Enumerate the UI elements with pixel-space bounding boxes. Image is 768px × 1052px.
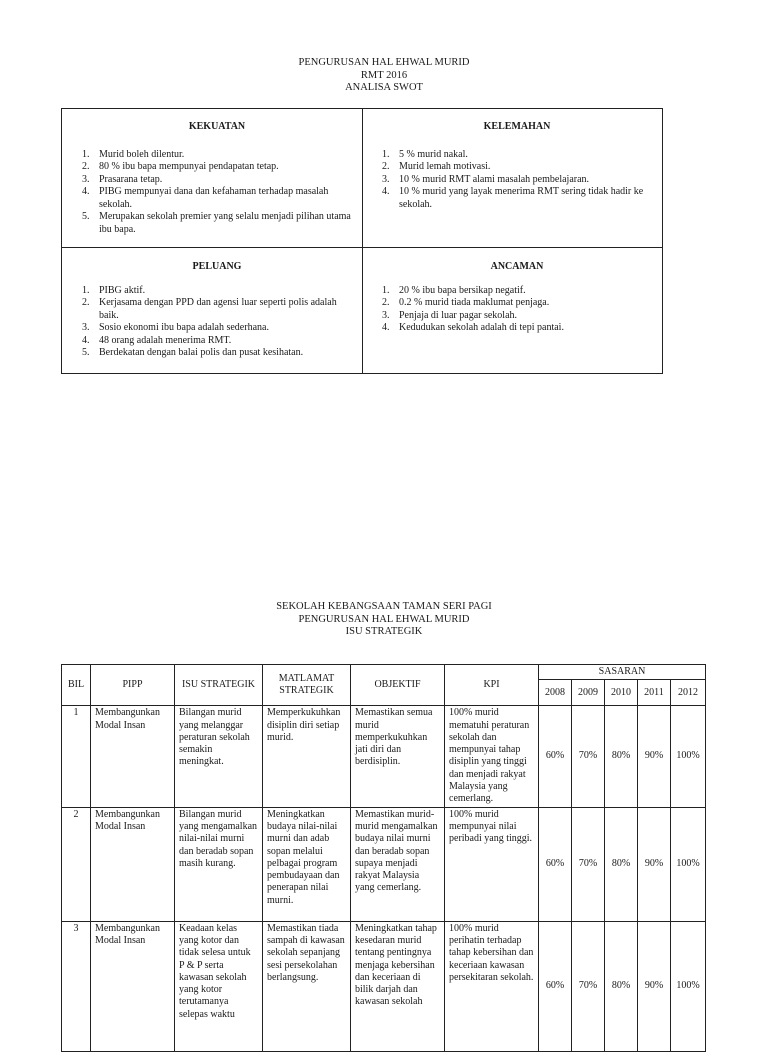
header-objektif: OBJEKTIF xyxy=(351,665,445,706)
list-item: 5. Merupakan sekolah premier yang selalu menjadi pilihan utama ibu bapa. xyxy=(82,211,351,235)
list-item: 3. Penjaja di luar pagar sekolah. xyxy=(382,309,518,321)
ancaman-list xyxy=(382,285,652,335)
table-row xyxy=(62,921,706,1051)
list-item: 1. 5 % murid nakal. xyxy=(382,148,468,160)
cell-sasaran: 70% xyxy=(572,706,605,807)
list-item: 4. Kedudukan sekolah adalah di tepi pantai. xyxy=(382,322,564,333)
isu-strategik-table xyxy=(61,664,706,1052)
isu-heading-line1: SEKOLAH KEBANGSAAN TAMAN SERI PAGI xyxy=(276,601,492,612)
list-item: 1. PIBG aktif. xyxy=(82,284,146,296)
list-item: 3. 10 % murid RMT alami masalah pembelajaran. xyxy=(382,173,590,185)
cell-pipp: Membangunkan Modal Insan xyxy=(91,706,175,807)
cell-objektif: Memastikan murid-murid mengamalkan budaya nilai murni dan beradab sopan supaya menjadi rakyat Malaysia yang cemerlang. xyxy=(351,807,445,921)
cell-kpi: 100% murid mempunyai nilai peribadi yang tinggi. xyxy=(445,807,539,921)
header-sasaran: SASARAN xyxy=(539,665,706,680)
kelemahan-title: KELEMAHAN xyxy=(483,121,551,132)
table-row xyxy=(62,807,706,921)
table-row xyxy=(62,706,706,807)
list-item: 2. Murid lemah motivasi. xyxy=(382,161,491,172)
list-item: 4. 48 orang adalah menerima RMT. xyxy=(82,334,232,346)
kekuatan-title: KEKUATAN xyxy=(188,121,246,132)
cell-pipp: Membangunkan Modal Insan xyxy=(91,921,175,1051)
header-year: 2012 xyxy=(671,680,706,706)
swot-heading-line2: RMT 2016 xyxy=(360,69,408,81)
cell-matlamat: Meningkatkan budaya nilai-nilai murni dan adab sopan melalui pelbagai program pembudayaan dan penerapan nilai murni. xyxy=(263,807,351,921)
cell-sasaran: 90% xyxy=(638,921,671,1051)
cell-sasaran: 90% xyxy=(638,807,671,921)
cell-sasaran: 80% xyxy=(605,807,638,921)
header-year: 2010 xyxy=(605,680,638,706)
ancaman-title: ANCAMAN xyxy=(490,261,544,272)
cell-matlamat: Memperkukuhkan disiplin diri setiap murid. xyxy=(263,706,351,807)
cell-bil: 2 xyxy=(62,807,91,921)
cell-sasaran: 80% xyxy=(605,706,638,807)
cell-sasaran: 100% xyxy=(671,921,706,1051)
isu-heading xyxy=(0,601,768,639)
cell-kpi: 100% murid perihatin terhadap tahap kebersihan dan keceriaan kawasan persekitaran sekolah. xyxy=(445,921,539,1051)
cell-bil: 1 xyxy=(62,706,91,807)
cell-sasaran: 60% xyxy=(539,921,572,1051)
cell-pipp: Membangunkan Modal Insan xyxy=(91,807,175,921)
header-kpi: KPI xyxy=(445,665,539,706)
cell-sasaran: 60% xyxy=(539,807,572,921)
kekuatan-quadrant xyxy=(82,121,352,236)
swot-vertical-divider xyxy=(362,109,363,373)
swot-heading-line3: ANALISA SWOT xyxy=(345,82,423,93)
list-item: 2. 80 % ibu bapa mempunyai pendapatan tetap. xyxy=(82,161,279,172)
isu-heading-line2: PENGURUSAN HAL EHWAL MURID xyxy=(298,613,470,625)
header-pipp: PIPP xyxy=(91,665,175,706)
list-item: 3. Prasarana tetap. xyxy=(82,173,163,185)
cell-isu: Keadaan kelas yang kotor dan tidak selesa untuk P & P serta kawasan sekolah yang kotor terutamanya selepas waktu xyxy=(175,921,263,1051)
peluang-list xyxy=(82,285,352,360)
header-bil: BIL xyxy=(62,665,91,706)
cell-sasaran: 60% xyxy=(539,706,572,807)
peluang-quadrant xyxy=(82,261,352,360)
swot-heading xyxy=(0,57,768,95)
cell-objektif: Meningkatkan tahap kesedaran murid tentang pentingnya menjaga kebersihan dan keceriaan di bilik darjah dan kawasan sekolah xyxy=(351,921,445,1051)
list-item: 4. 10 % murid yang layak menerima RMT sering tidak hadir ke sekolah. xyxy=(382,186,644,210)
cell-sasaran: 70% xyxy=(572,807,605,921)
kelemahan-list xyxy=(382,149,652,212)
isu-heading-line3: ISU STRATEGIK xyxy=(345,626,423,637)
cell-isu: Bilangan murid yang mengamalkan nilai-nilai murni dan beradab sopan masih kurang. xyxy=(175,807,263,921)
cell-bil: 3 xyxy=(62,921,91,1051)
peluang-title: PELUANG xyxy=(192,261,242,272)
kekuatan-list xyxy=(82,149,352,237)
list-item: 2. 0.2 % murid tiada maklumat penjaga. xyxy=(382,297,550,308)
cell-sasaran: 90% xyxy=(638,706,671,807)
ancaman-quadrant xyxy=(382,261,652,335)
kelemahan-quadrant xyxy=(382,121,652,211)
header-year: 2008 xyxy=(539,680,572,706)
cell-kpi: 100% murid mematuhi peraturan sekolah dan mempunyai tahap disiplin yang tinggi dan menjadi rakyat Malaysia yang cemerlang. xyxy=(445,706,539,807)
header-matlamat-strategik: MATLAMAT STRATEGIK xyxy=(263,665,351,706)
cell-sasaran: 100% xyxy=(671,807,706,921)
cell-sasaran: 70% xyxy=(572,921,605,1051)
cell-sasaran: 80% xyxy=(605,921,638,1051)
list-item: 4. PIBG mempunyai dana dan kefahaman terhadap masalah sekolah. xyxy=(82,186,329,210)
header-year: 2011 xyxy=(638,680,671,706)
swot-grid xyxy=(61,108,663,374)
list-item: 1. Murid boleh dilentur. xyxy=(82,148,185,160)
swot-heading-line1: PENGURUSAN HAL EHWAL MURID xyxy=(298,57,470,68)
swot-horizontal-divider xyxy=(62,247,662,248)
cell-objektif: Memastikan semua murid memperkukuhkan jati diri dan berdisiplin. xyxy=(351,706,445,807)
list-item: 1. 20 % ibu bapa bersikap negatif. xyxy=(382,284,526,296)
header-isu-strategik: ISU STRATEGIK xyxy=(175,665,263,706)
cell-sasaran: 100% xyxy=(671,706,706,807)
list-item: 5. Berdekatan dengan balai polis dan pusat kesihatan. xyxy=(82,347,304,358)
cell-matlamat: Memastikan tiada sampah di kawasan sekolah sepanjang sesi persekolahan berlangsung. xyxy=(263,921,351,1051)
list-item: 3. Sosio ekonomi ibu bapa adalah sederhana. xyxy=(82,322,269,333)
cell-isu: Bilangan murid yang melanggar peraturan sekolah semakin meningkat. xyxy=(175,706,263,807)
list-item: 2. Kerjasama dengan PPD dan agensi luar seperti polis adalah baik. xyxy=(82,297,337,321)
header-year: 2009 xyxy=(572,680,605,706)
